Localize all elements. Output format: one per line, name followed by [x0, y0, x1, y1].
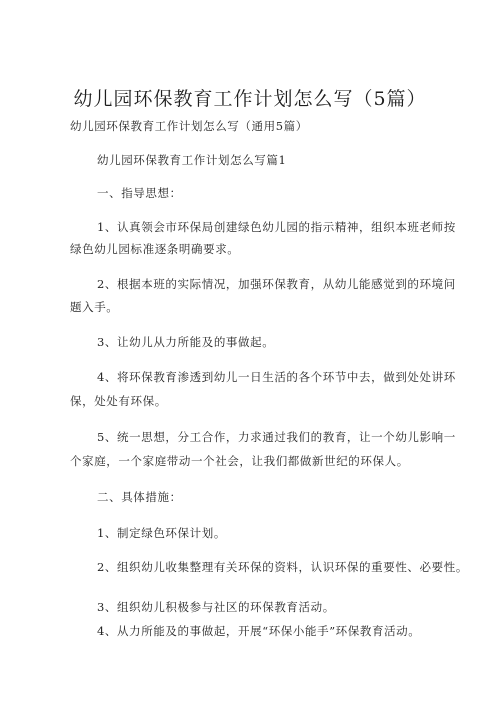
- guiding-item-2-line-1: 2、根据本班的实际情况，加强环保教育，从幼儿能感觉到的环境问: [97, 277, 456, 291]
- guiding-item-2-line-2: 题入手。: [70, 300, 119, 314]
- guiding-item-4-line-1: 4、将环保教育渗透到幼儿一日生活的各个环节中去，做到处处讲环: [97, 370, 456, 384]
- measures-heading: 二、具体措施：: [97, 490, 182, 504]
- measure-item-2: 2、组织幼儿收集整理有关环保的资料，认识环保的重要性、必要性。: [97, 560, 468, 574]
- section-heading: 幼儿园环保教育工作计划怎么写篇1: [97, 153, 287, 167]
- guiding-heading: 一、指导思想：: [97, 186, 182, 200]
- document-title: 幼儿园环保教育工作计划怎么写（5篇）: [73, 88, 427, 110]
- measure-item-1: 1、制定绿色环保计划。: [97, 526, 226, 540]
- guiding-item-1-line-2: 绿色幼儿园标准逐条明确要求。: [70, 242, 240, 256]
- guiding-item-4-line-2: 保，处处有环保。: [70, 394, 167, 408]
- measure-item-3: 3、组织幼儿积极参与社区的环保教育活动。: [97, 600, 335, 614]
- guiding-item-5-line-2: 个家庭，一个家庭带动一个社会，让我们都做新世纪的环保人。: [70, 454, 409, 468]
- guiding-item-3: 3、让幼儿从力所能及的事做起。: [97, 335, 275, 349]
- guiding-item-1-line-1: 1、认真领会市环保局创建绿色幼儿园的指示精神，组织本班老师按: [97, 220, 456, 234]
- document-subtitle: 幼儿园环保教育工作计划怎么写（通用5篇）: [70, 119, 308, 133]
- guiding-item-5-line-1: 5、统一思想，分工合作，力求通过我们的教育，让一个幼儿影响一: [97, 430, 456, 444]
- measure-item-4: 4、从力所能及的事做起，开展“环保小能手”环保教育活动。: [97, 624, 421, 638]
